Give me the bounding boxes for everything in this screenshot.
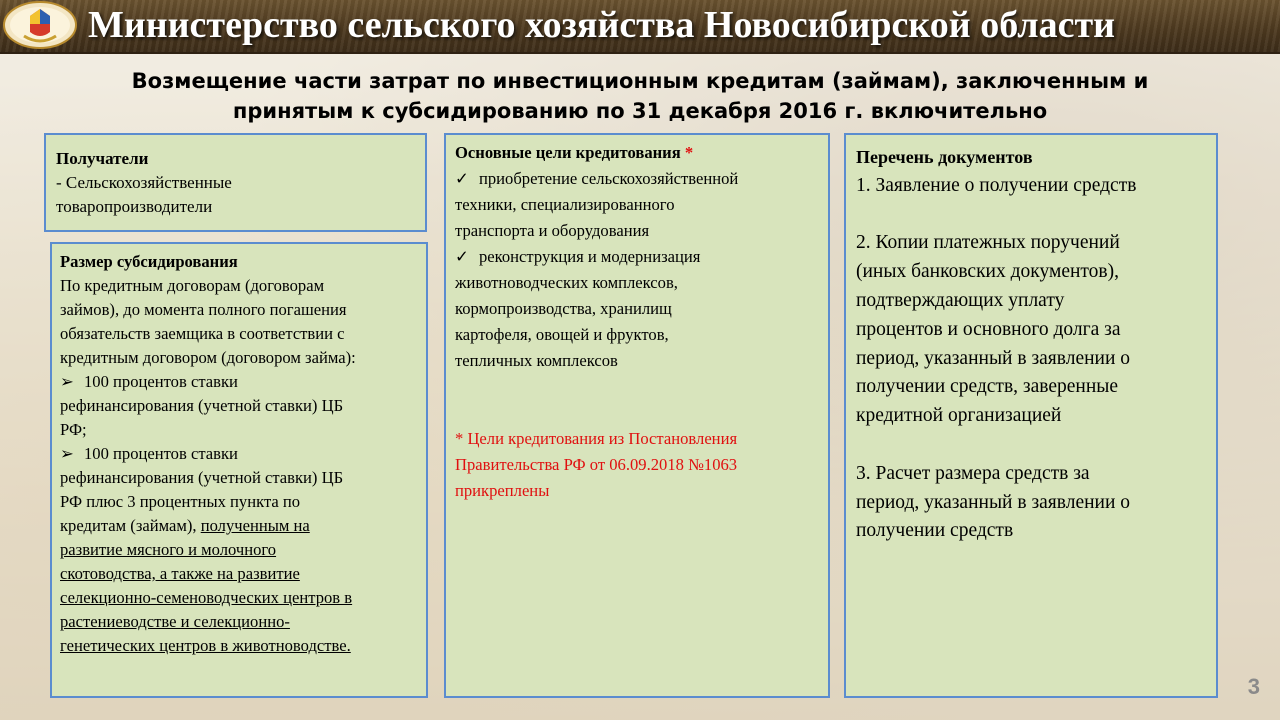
bullet-text-line (60, 514, 418, 538)
ministry-emblem-icon (2, 0, 78, 50)
document-item-3-line: период, указанный в заявлении о (856, 491, 1131, 513)
spacer (856, 201, 1206, 230)
underlined-text-line: генетических центров в животноводстве. (60, 636, 351, 655)
goal-text-line: животноводческих комплексов, (455, 273, 678, 292)
bullet-text-line: РФ; (60, 420, 87, 439)
credit-goals-heading (455, 140, 820, 166)
recipients-text-1: - Сельскохозяйственные (56, 173, 232, 192)
subsidy-size-box (50, 242, 428, 698)
subsidy-size-heading: Размер субсидирования (60, 252, 238, 271)
goal-item-1 (455, 166, 820, 192)
document-item-3-line: получении средств (856, 520, 1014, 542)
arrow-bullet-icon: ➢ (60, 372, 74, 391)
document-item-1: 1. Заявление о получении средств (856, 174, 1137, 196)
underlined-text-line: растениеводстве и селекционно- (60, 612, 290, 631)
goal-text-line: картофеля, овощей и фруктов, (455, 325, 669, 344)
credit-goals-heading-text: Основные цели кредитования (455, 143, 681, 162)
document-item-2-line: 2. Копии платежных поручений (856, 232, 1120, 254)
goals-note-line: прикреплены (455, 481, 550, 500)
subsidy-intro-line: обязательств заемщика в соответствии с (60, 324, 345, 343)
recipients-box (44, 133, 427, 232)
document-item-2-line: кредитной организацией (856, 405, 1062, 427)
recipients-text-2: товаропроизводители (56, 197, 213, 216)
documents-box (844, 133, 1218, 698)
bullet-text-part: кредитам (займам), (60, 516, 201, 535)
subtitle-line-1: Возмещение части затрат по инвестиционным кредитам (займам), заключенным и (131, 69, 1149, 93)
document-item-2-line: период, указанный в заявлении о (856, 347, 1131, 369)
underlined-text-line: скотоводства, а также на развитие (60, 564, 300, 583)
bullet-text-line: рефинансирования (учетной ставки) ЦБ (60, 468, 344, 487)
slide-page-number: 3 (1247, 674, 1260, 699)
document-item-2-line: подтверждающих уплату (856, 289, 1065, 311)
goal-text-line: приобретение сельскохозяйственной (479, 169, 739, 188)
checkmark-icon: ✓ (455, 247, 469, 266)
arrow-bullet-icon: ➢ (60, 444, 74, 463)
credit-goals-box (444, 133, 830, 698)
goal-text-line: техники, специализированного (455, 195, 675, 214)
goal-item-2 (455, 244, 820, 270)
goal-text-line: тепличных комплексов (455, 351, 618, 370)
header-title: Министерство сельского хозяйства Новосибирской области (88, 4, 1116, 46)
document-item-2-line: процентов и основного долга за (856, 318, 1121, 340)
asterisk-mark: * (684, 143, 694, 162)
spacer (856, 431, 1206, 460)
documents-heading: Перечень документов (856, 147, 1033, 167)
header-banner (0, 0, 1280, 54)
slide-subtitle (0, 66, 1280, 126)
subsidy-intro-line: займов), до момента полного погашения (60, 300, 347, 319)
goal-text-line: реконструкция и модернизация (479, 247, 701, 266)
spacer (455, 374, 820, 426)
bullet-text-line: рефинансирования (учетной ставки) ЦБ (60, 396, 344, 415)
subsidy-intro-line: кредитным договором (договором займа): (60, 348, 356, 367)
underlined-text-line: селекционно-семеноводческих центров в (60, 588, 353, 607)
document-item-2-line: получении средств, заверенные (856, 376, 1119, 398)
subsidy-bullet-1 (60, 370, 418, 394)
bullet-text-line: 100 процентов ставки (84, 372, 238, 391)
goal-text-line: кормопроизводства, хранилищ (455, 299, 672, 318)
bullet-text-line: 100 процентов ставки (84, 444, 238, 463)
underlined-text-line: развитие мясного и молочного (60, 540, 277, 559)
document-item-3-line: 3. Расчет размера средств за (856, 462, 1090, 484)
subtitle-line-2: принятым к субсидированию по 31 декабря 2016 г. включительно (232, 99, 1048, 123)
subsidy-intro-line: По кредитным договорам (договорам (60, 276, 325, 295)
bullet-text-line: РФ плюс 3 процентных пункта по (60, 492, 301, 511)
underlined-text-part: полученным на (200, 516, 310, 535)
goals-note-line: Правительства РФ от 06.09.2018 №1063 (455, 455, 738, 474)
recipients-heading: Получатели (56, 149, 149, 168)
goals-note-line: * Цели кредитования из Постановления (455, 429, 738, 448)
document-item-2-line: (иных банковских документов), (856, 261, 1120, 283)
subsidy-bullet-2 (60, 442, 418, 466)
goal-text-line: транспорта и оборудования (455, 221, 650, 240)
checkmark-icon: ✓ (455, 169, 469, 188)
